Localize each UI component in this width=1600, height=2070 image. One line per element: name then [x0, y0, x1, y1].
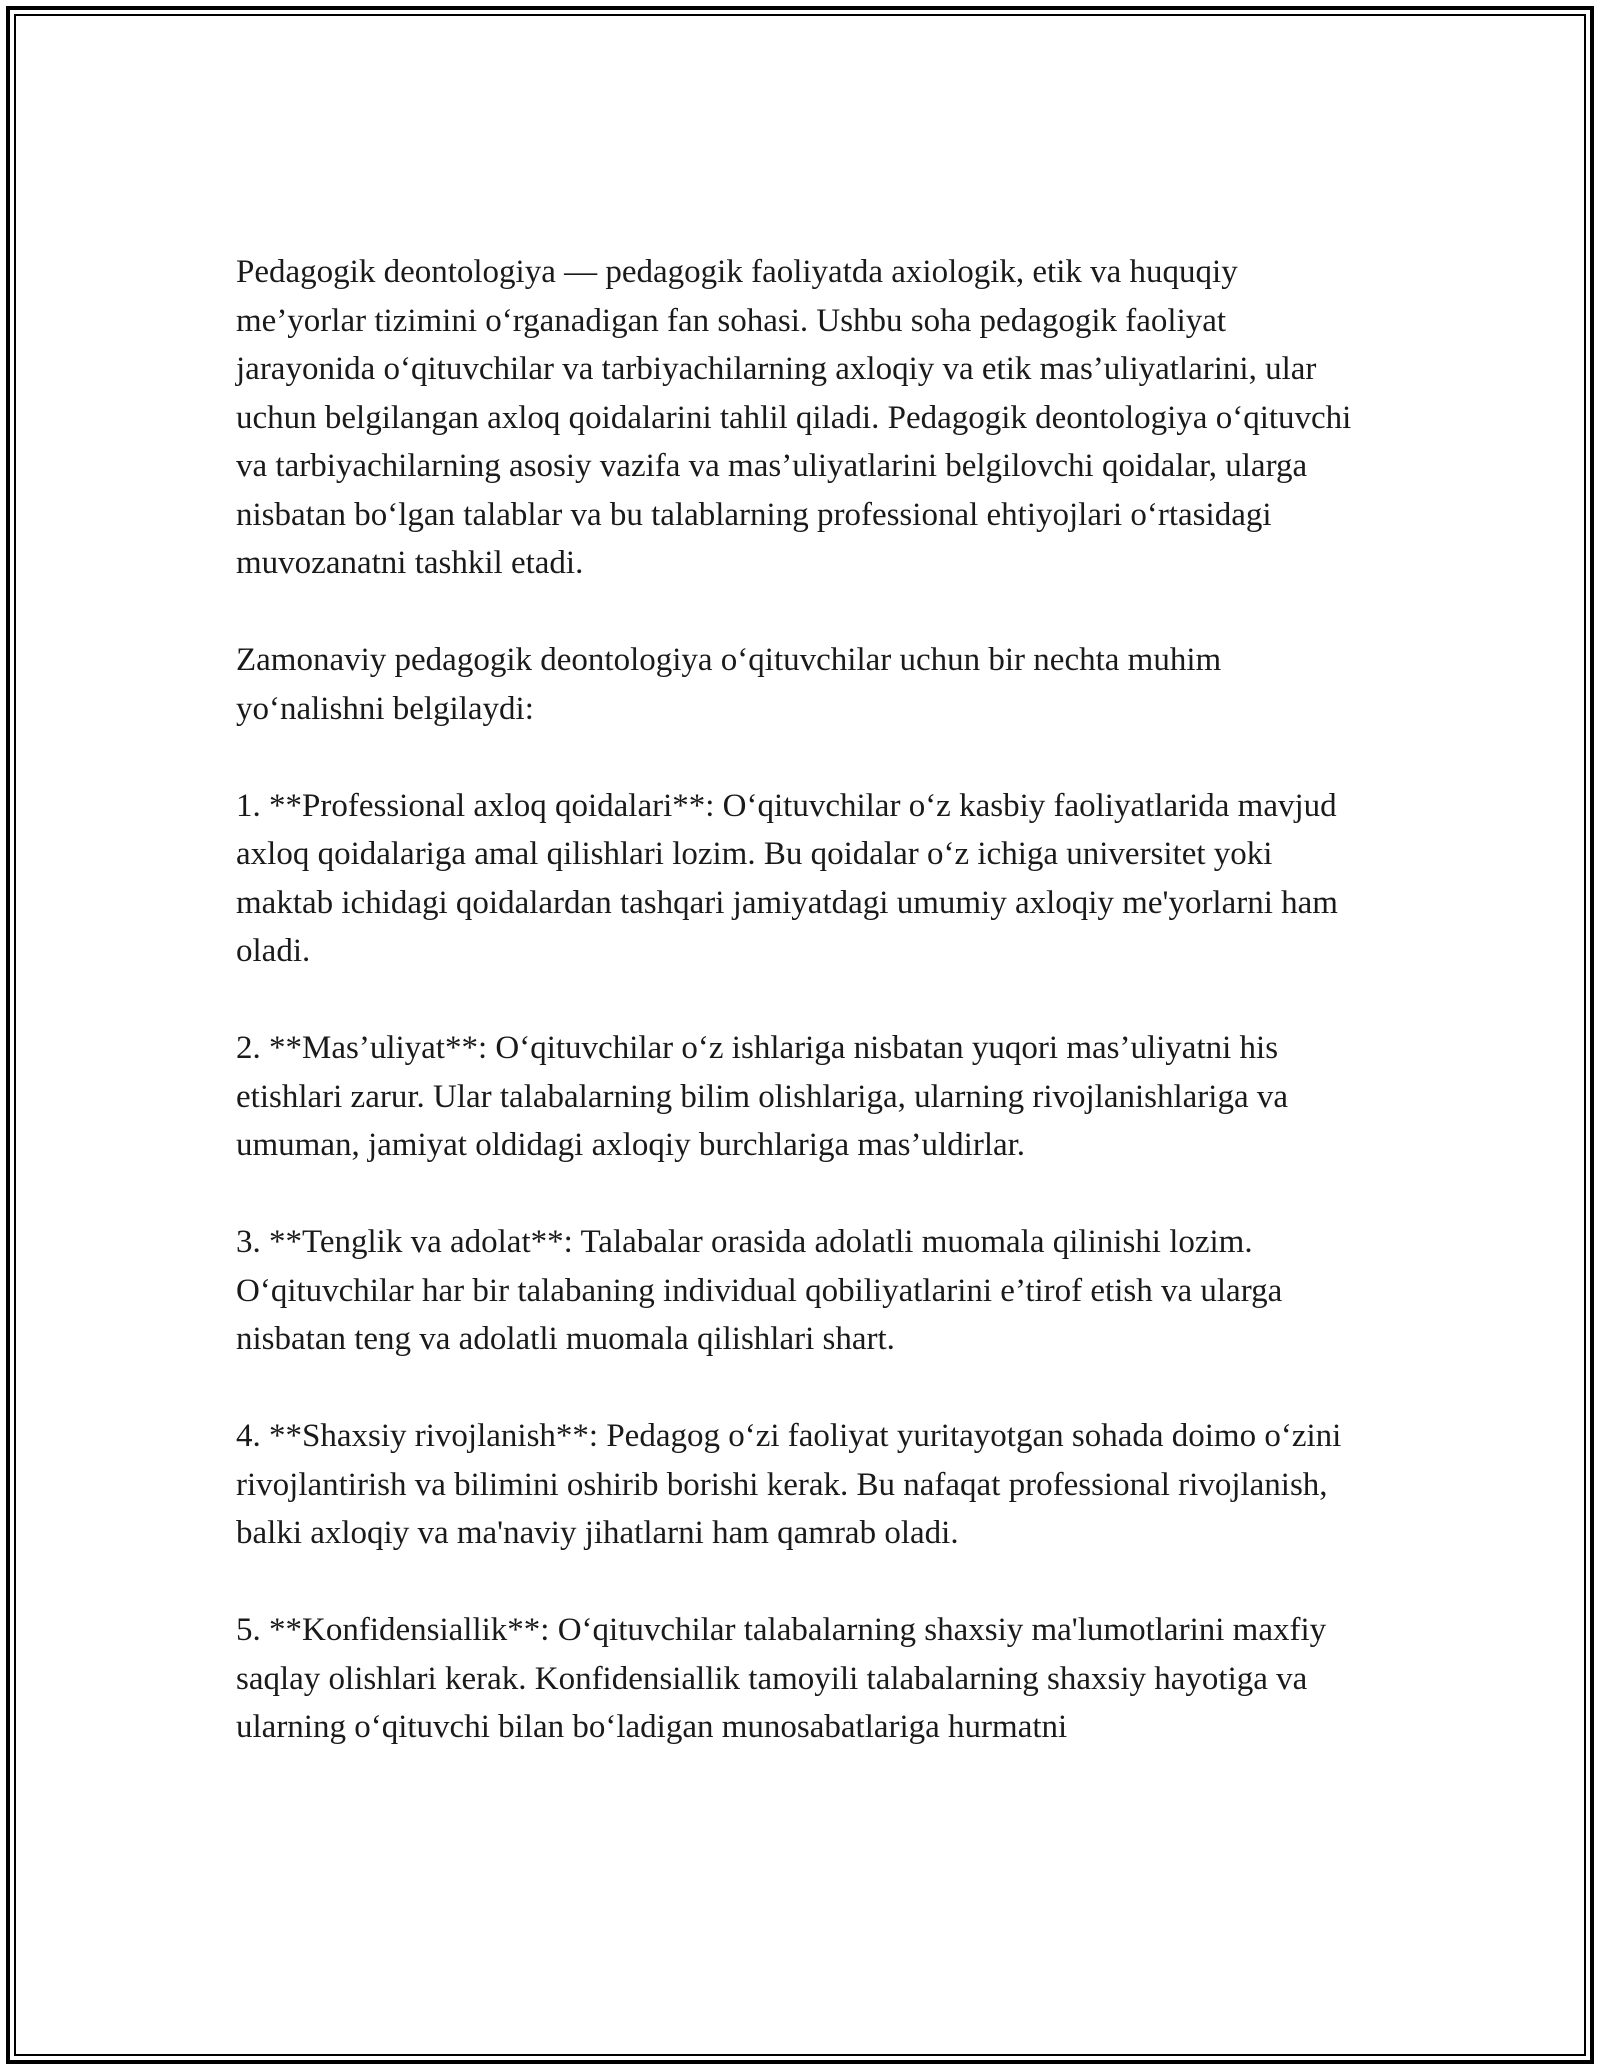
- list-item-confidentiality: 5. **Konfidensiallik**: O‘qituvchilar talabalarning shaxsiy ma'lumotlarini maxfiy saqlay olishlari kerak. Konfidensiallik tamoyili talabalarning shaxsiy hayotiga va ularning o‘qituvchi bilan bo‘ladigan munosabatlariga hurmatni: [236, 1612, 1327, 1745]
- paragraph-directions-lead: Zamonaviy pedagogik deontologiya o‘qituvchilar uchun bir nechta muhim yo‘nalishni belgilaydi:: [236, 642, 1222, 727]
- list-item-professional-ethics: 1. **Professional axloq qoidalari**: O‘qituvchilar o‘z kasbiy faoliyatlarida mavjud axloq qoidalariga amal qilishlari lozim. Bu qoidalar o‘z ichiga universitet yoki maktab ichidagi qoidalardan tashqari jamiyatdagi umumiy axloqiy me'yorlarni ham oladi.: [236, 787, 1338, 969]
- document-body: [236, 248, 1366, 1800]
- list-item-personal-development: 4. **Shaxsiy rivojlanish**: Pedagog o‘zi faoliyat yuritayotgan sohada doimo o‘zini rivojlantirish va bilimini oshirib borishi kerak. Bu nafaqat professional rivojlanish, balki axloqiy va ma'naviy jihatlarni ham qamrab oladi.: [236, 1418, 1342, 1551]
- list-item-equality-justice: 3. **Tenglik va adolat**: Talabalar orasida adolatli muomala qilinishi lozim. O‘qituvchilar har bir talabaning individual qobiliyatlarini e’tirof etish va ularga nisbatan teng va adolatli muomala qilishlari shart.: [236, 1224, 1283, 1357]
- list-item-responsibility: 2. **Mas’uliyat**: O‘qituvchilar o‘z ishlariga nisbatan yuqori mas’uliyatni his etishlari zarur. Ular talabalarning bilim olishlariga, ularning rivojlanishlariga va umuman, jamiyat oldidagi axloqiy burchlariga mas’uldirlar.: [236, 1030, 1289, 1163]
- paragraph-intro: Pedagogik deontologiya — pedagogik faoliyatda axiologik, etik va huquqiy me’yorlar tizimini o‘rganadigan fan sohasi. Ushbu soha pedagogik faoliyat jarayonida o‘qituvchilar va tarbiyachilarning axloqiy va etik mas’uliyatlarini, ular uchun belgilangan axloq qoidalarini tahlil qiladi. Pedagogik deontologiya o‘qituvchi va tarbiyachilarning asosiy vazifa va mas’uliyatlarini belgilovchi qoidalar, ularga nisbatan bo‘lgan talablar va bu talablarning professional ehtiyojlari o‘rtasidagi muvozanatni tashkil etadi.: [236, 254, 1352, 581]
